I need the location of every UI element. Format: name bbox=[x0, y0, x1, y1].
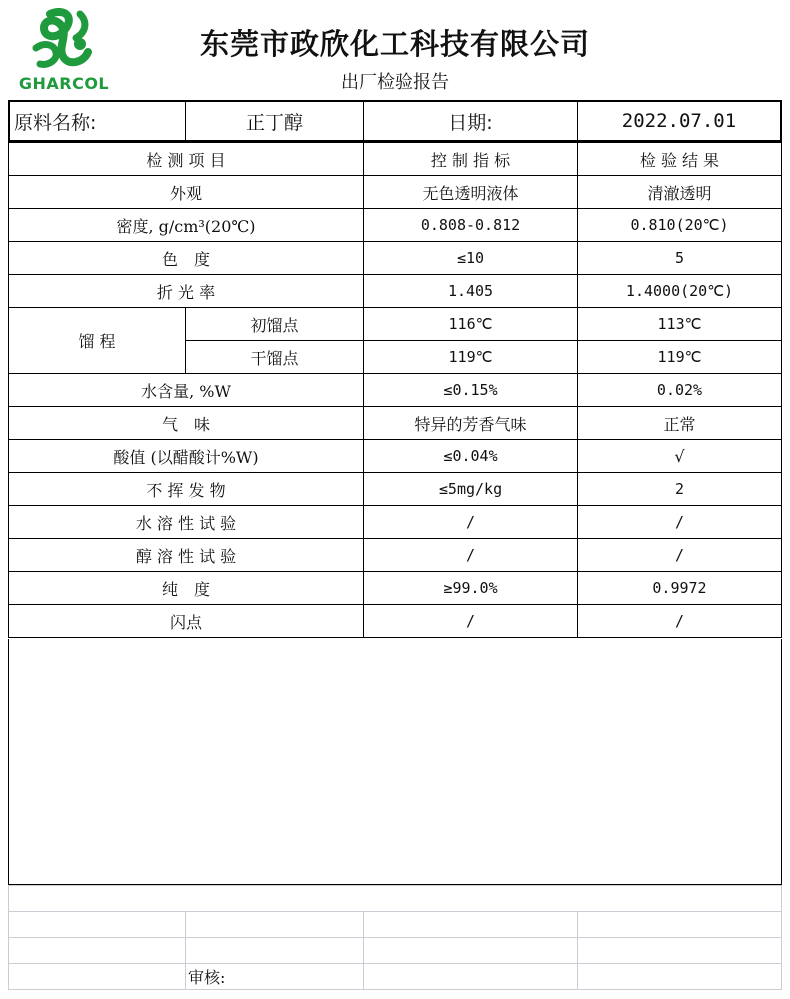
row-item: 气 味 bbox=[9, 407, 364, 440]
row-result: 5 bbox=[578, 242, 782, 275]
company-name: 东莞市政欣化工科技有限公司 bbox=[199, 27, 590, 61]
date-value: 2022.07.01 bbox=[621, 110, 737, 132]
row-spec: / bbox=[364, 605, 578, 638]
row-item: 纯 度 bbox=[9, 572, 364, 605]
footer-row bbox=[9, 886, 782, 912]
row-spec: / bbox=[364, 539, 578, 572]
table-row bbox=[9, 176, 782, 209]
table-row bbox=[9, 374, 782, 407]
table-row bbox=[9, 539, 782, 572]
header-result: 检 验 结 果 bbox=[578, 143, 782, 176]
footer-cell bbox=[578, 938, 782, 964]
row-item-distillation: 馏 程 bbox=[9, 308, 186, 374]
footer-cell bbox=[9, 886, 782, 912]
row-spec: 特异的芳香气味 bbox=[364, 407, 578, 440]
row-spec: 119℃ bbox=[364, 341, 578, 374]
row-item: 折 光 率 bbox=[9, 275, 364, 308]
table-row bbox=[9, 572, 782, 605]
header-spec: 控 制 指 标 bbox=[364, 143, 578, 176]
row-item: 水含量, %W bbox=[9, 374, 364, 407]
row-result: 1.4000(20℃) bbox=[578, 275, 782, 308]
material-label: 原料名称: bbox=[10, 102, 186, 140]
table-row bbox=[9, 242, 782, 275]
row-item: 醇 溶 性 试 验 bbox=[9, 539, 364, 572]
footer-cell bbox=[186, 938, 364, 964]
table-header-row bbox=[9, 143, 782, 176]
report-title: 出厂检验报告 bbox=[341, 72, 449, 93]
footer-cell bbox=[578, 964, 782, 990]
row-result: 0.9972 bbox=[578, 572, 782, 605]
table-row bbox=[9, 209, 782, 242]
footer-cell bbox=[364, 938, 578, 964]
table-row bbox=[9, 473, 782, 506]
row-result: √ bbox=[578, 440, 782, 473]
row-spec: 0.808-0.812 bbox=[364, 209, 578, 242]
row-result: 0.02% bbox=[578, 374, 782, 407]
row-item: 密度, g/cm³(20℃) bbox=[9, 209, 364, 242]
row-item: 水 溶 性 试 验 bbox=[9, 506, 364, 539]
material-value: 正丁醇 bbox=[186, 102, 364, 140]
table-row bbox=[9, 275, 782, 308]
footer-row bbox=[9, 964, 782, 990]
logo-text: GHARCOL bbox=[18, 74, 110, 93]
footer-cell bbox=[578, 912, 782, 938]
row-spec: 116℃ bbox=[364, 308, 578, 341]
row-result: 正常 bbox=[578, 407, 782, 440]
material-info-row bbox=[8, 100, 782, 142]
row-item: 外观 bbox=[9, 176, 364, 209]
footer-cell bbox=[9, 912, 186, 938]
row-spec: 1.405 bbox=[364, 275, 578, 308]
row-item: 酸值 (以醋酸计%W) bbox=[9, 440, 364, 473]
row-spec: ≤0.15% bbox=[364, 374, 578, 407]
row-result: / bbox=[578, 506, 782, 539]
row-spec: ≤10 bbox=[364, 242, 578, 275]
footer-cell bbox=[364, 964, 578, 990]
table-row bbox=[9, 506, 782, 539]
footer-grid bbox=[8, 885, 782, 990]
footer-row bbox=[9, 938, 782, 964]
row-subitem: 初馏点 bbox=[186, 308, 364, 341]
row-subitem: 干馏点 bbox=[186, 341, 364, 374]
footer-cell bbox=[9, 964, 186, 990]
date-label: 日期: bbox=[364, 102, 578, 140]
table-row bbox=[9, 605, 782, 638]
row-spec: 无色透明液体 bbox=[364, 176, 578, 209]
row-spec: ≤5mg/kg bbox=[364, 473, 578, 506]
footer-row bbox=[9, 912, 782, 938]
row-result: 2 bbox=[578, 473, 782, 506]
row-spec: ≤0.04% bbox=[364, 440, 578, 473]
row-result: / bbox=[578, 539, 782, 572]
row-item: 闪点 bbox=[9, 605, 364, 638]
row-item: 不 挥 发 物 bbox=[9, 473, 364, 506]
row-result: / bbox=[578, 605, 782, 638]
row-result: 清澈透明 bbox=[578, 176, 782, 209]
reviewer-label: 审核: bbox=[186, 964, 364, 990]
table-row bbox=[9, 440, 782, 473]
header-item: 检 测 项 目 bbox=[9, 143, 364, 176]
logo-mark-icon bbox=[30, 8, 98, 72]
row-result: 113℃ bbox=[578, 308, 782, 341]
row-spec: / bbox=[364, 506, 578, 539]
footer-cell bbox=[9, 938, 186, 964]
footer-cell bbox=[186, 912, 364, 938]
blank-area bbox=[8, 639, 782, 885]
footer-cell bbox=[364, 912, 578, 938]
row-result: 119℃ bbox=[578, 341, 782, 374]
report-header bbox=[0, 0, 790, 100]
company-logo bbox=[14, 8, 114, 94]
table-row bbox=[9, 407, 782, 440]
table-row bbox=[9, 308, 782, 341]
inspection-table bbox=[8, 142, 782, 638]
row-result: 0.810(20℃) bbox=[578, 209, 782, 242]
row-spec: ≥99.0% bbox=[364, 572, 578, 605]
row-item: 色 度 bbox=[9, 242, 364, 275]
